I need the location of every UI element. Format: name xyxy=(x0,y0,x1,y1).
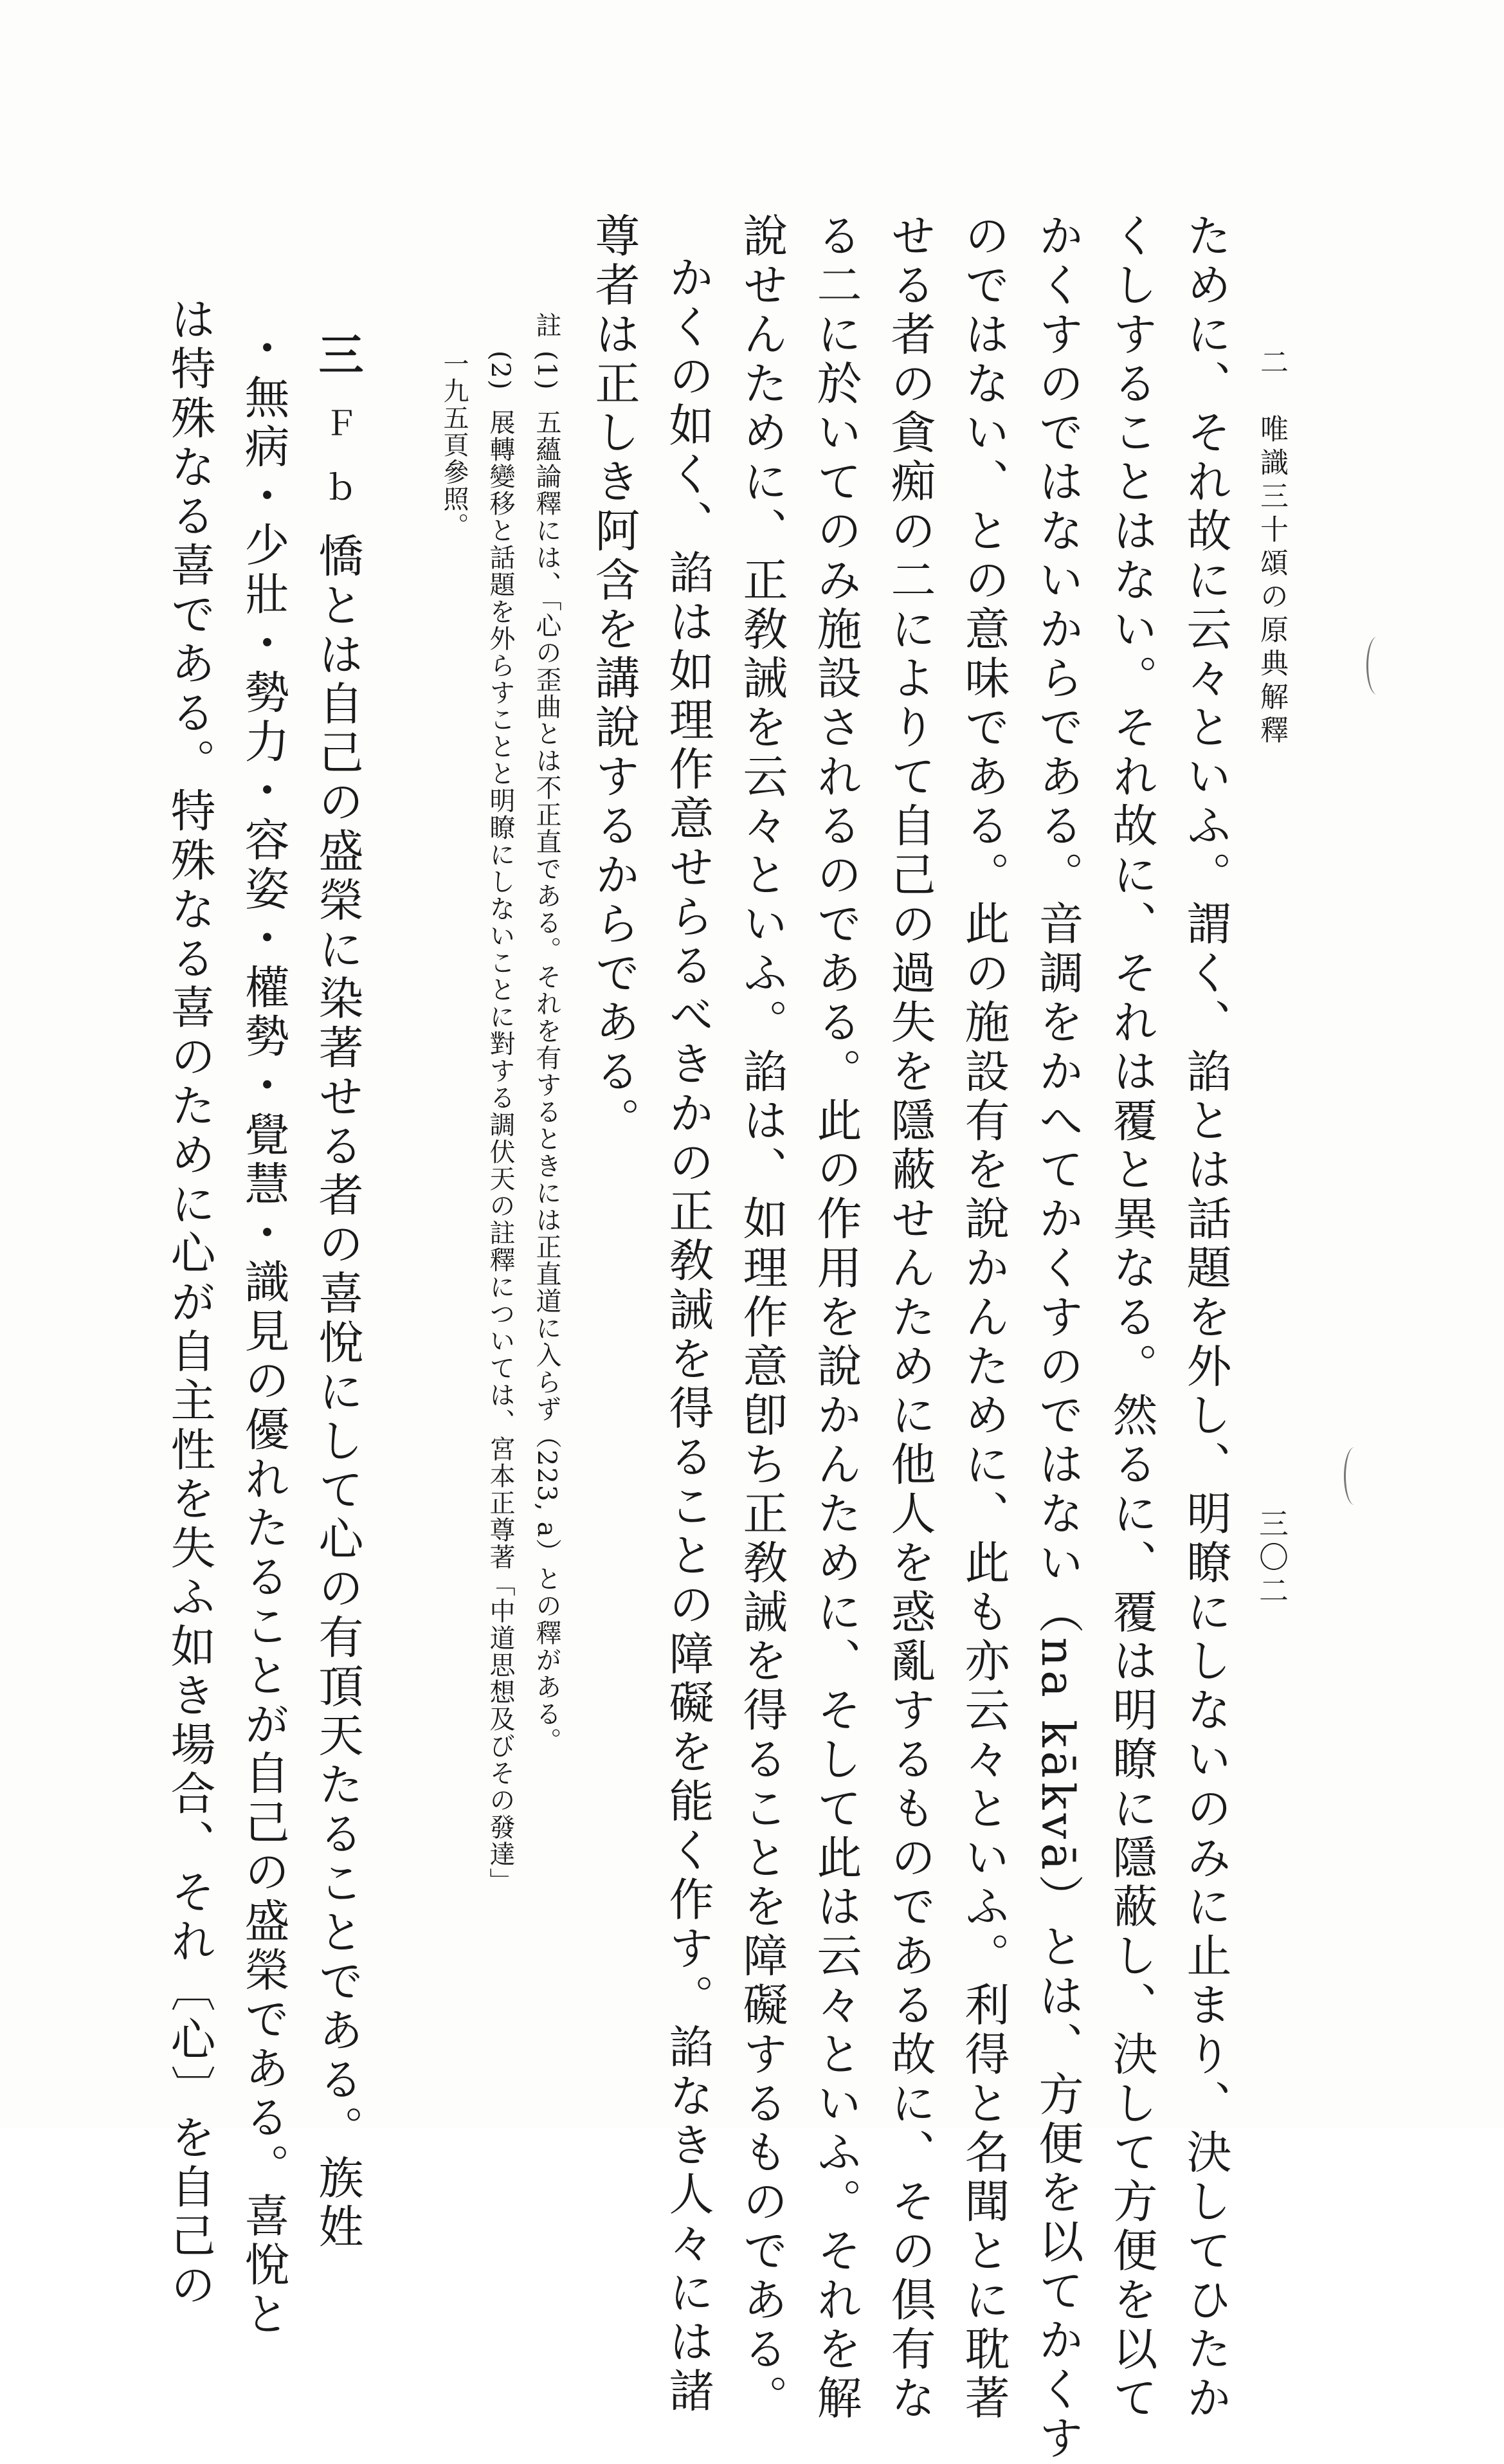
running-title: 二 唯識三十頌の原典解釋 xyxy=(1255,347,1288,749)
body-line: くしすることはない。それ故に、それは覆と異なる。然るに、覆は明瞭に隱蔽し、決して方便を以て xyxy=(1105,212,1158,2423)
section-first-line: 憍とは自己の盛榮に染著せる者の喜悅にして心の有頂天たることである。族姓 xyxy=(311,533,364,2253)
scan-bracket-mark xyxy=(1344,1447,1365,1505)
section-line xyxy=(311,331,365,2253)
scan-bracket-mark xyxy=(1366,637,1388,695)
body-line: のではない、との意味である。此の施設有を說かんために、此も亦云々といふ。利得と名聞とに耽著 xyxy=(957,212,1010,2423)
body-line: 說せんために、正敎誡を云々といふ。諂は、如理作意卽ち正敎誡を得ることを障礙するものである。 xyxy=(736,212,788,2423)
notes-label: 註 xyxy=(532,312,561,339)
note-number: (2) xyxy=(485,351,515,391)
note-2 xyxy=(487,351,513,1895)
note-continuation: 一九五頁參照。 xyxy=(439,351,469,540)
page-number: 三〇二 xyxy=(1255,1508,1289,1609)
note-text: 五蘊論釋には、「心の歪曲とは不正直である。それを有するときには正直道に入らず（223, a）との釋がある。 xyxy=(532,408,561,1755)
section-line: ・無病・少壯・勢力・容姿・權勢・覺慧・識見の優れたることが自己の盛榮である。喜悅と xyxy=(237,325,290,2340)
note-text: 展轉變移と話題を外らすことと明瞭にしないことに對する調伏天の註釋については、宮本正尊著「中道思想及びその發達」 xyxy=(485,408,515,1895)
body-line: かくすのではないからである。音調をかへてかくすのではない（na kākvā）とは、方便を以てかくす xyxy=(1031,212,1084,2464)
body-line: かくの如く、諂は如理作意せらるべきかの正敎誡を得ることの障礙を能く作す。諂なき人々には諸 xyxy=(662,254,714,2416)
body-line: る二に於いてのみ施設されるのである。此の作用を說かんために、そして此は云々といふ。それを解 xyxy=(810,212,862,2423)
body-line: 尊者は正しき阿含を講說するからである。 xyxy=(588,212,640,1146)
note-number: (1) xyxy=(532,351,561,391)
section-label-f: Ｆ xyxy=(318,406,357,444)
section-number: 三 xyxy=(311,331,365,381)
note-1 xyxy=(534,351,559,1754)
section-label-b: ｂ xyxy=(318,469,357,507)
body-line: せる者の貪痴の二によりて自己の過失を隱蔽せんために他人を惑亂するものである故に、その倶有な xyxy=(883,212,936,2423)
body-line: ために、それ故に云々といふ。謂く、諂とは話題を外し、明瞭にしないのみに止まり、決してひたか xyxy=(1179,212,1232,2423)
section-line: は特殊なる喜である。特殊なる喜のために心が自主性を失ふ如き場合、それ〔心〕を自己の xyxy=(163,296,216,2311)
